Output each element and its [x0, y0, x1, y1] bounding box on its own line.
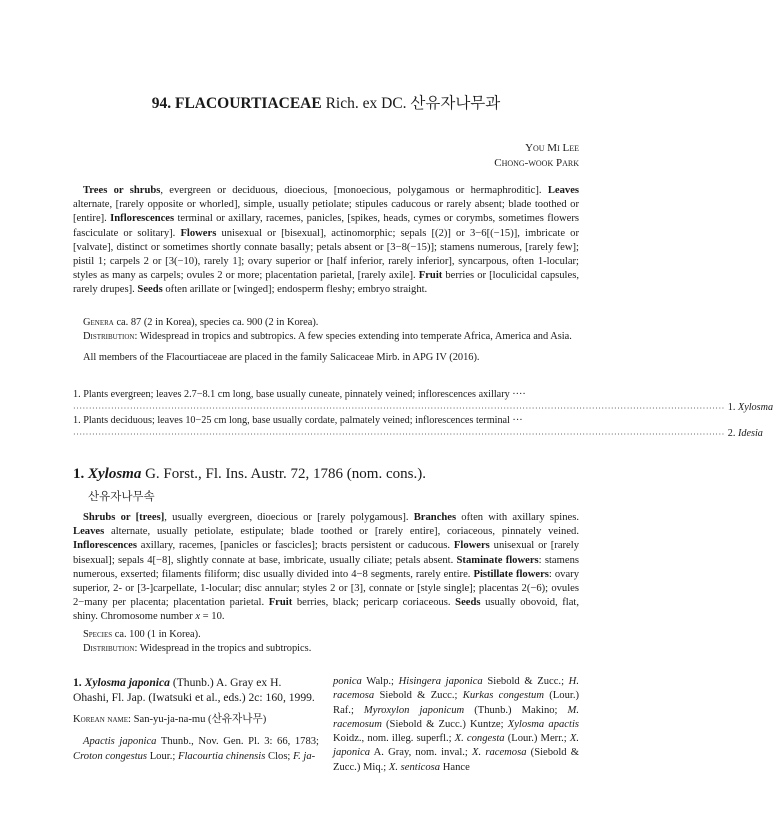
- family-title-korean: 산유자나무과: [410, 95, 501, 112]
- synonym-name: Kurkas congestum: [462, 690, 544, 702]
- desc-text: alternate, usually petiolate, estipulate; blade toothed or [rarely entire], coriaceous, pinnately veined.: [104, 526, 579, 538]
- desc-text: unisexual or [rarely bisexual]; sepals 4[−8], slightly connate at base, imbricate, usually ciliate; petals absent.: [73, 540, 579, 566]
- distribution-text: Widespread in the tropics and subtropics.: [137, 643, 312, 655]
- korean-name-text: San-yu-ja-na-mu (산유자나무): [130, 714, 267, 725]
- synonym-authority: (Siebold & Zucc.) Kuntze;: [381, 718, 508, 730]
- distribution-label: Distribution:: [83, 643, 138, 655]
- term-leaves: Leaves: [547, 185, 580, 196]
- term-leaves: Leaves: [73, 526, 105, 538]
- synonym-name: Croton congestus: [73, 750, 148, 762]
- key-result-genus: Xylosma: [737, 402, 773, 413]
- synonym-authority: (Lour.) Raf.;: [333, 690, 579, 716]
- synonym-name: X. senticosa: [388, 761, 441, 773]
- species-number: 1.: [73, 676, 85, 689]
- synonym-authority: (Siebold & Zucc.) Miq.;: [333, 747, 579, 773]
- genus-description: [73, 511, 579, 625]
- species-label: Species: [83, 629, 113, 640]
- synonym-authority: A. Gray, nom. inval.;: [370, 747, 473, 759]
- key-result-1: [73, 401, 773, 414]
- korean-name-line: [73, 713, 319, 727]
- family-title-author: Rich. ex DC.: [325, 95, 407, 112]
- desc-text: = 10.: [200, 611, 225, 623]
- desc-text: often arillate or [winged]; endosperm fleshy; embryo straight.: [162, 284, 428, 296]
- synonym-authority: Koidz., nom. illeg. superfl.;: [333, 733, 455, 745]
- synonym-name-part: ponica: [333, 676, 362, 687]
- synonym-name: Xylosma apactis: [507, 718, 580, 730]
- synonyms-start: [73, 735, 319, 764]
- term-inflorescences: Inflorescences: [110, 213, 175, 225]
- synonym-name: Flacourtia chinensis: [177, 750, 266, 762]
- desc-text: alternate, [rarely opposite or whorled], simple, usually petiolate; stipules caducous or rarely absent; blade toothed or [entire].: [73, 199, 579, 225]
- species-name: Xylosma japonica: [84, 676, 170, 689]
- desc-text: , usually evergreen, dioecious or [rarely polygamous].: [164, 512, 414, 523]
- distribution-label: Distribution:: [83, 331, 138, 343]
- genus-counts: [73, 628, 579, 656]
- desc-text: berries or [loculicidal capsules, rarely drupes].: [73, 270, 579, 296]
- synonym-name-part: F. ja-: [293, 750, 316, 762]
- term-flowers: Flowers: [180, 227, 217, 239]
- term-fruit: Fruit: [268, 597, 293, 609]
- term-branches: Branches: [413, 512, 457, 523]
- genera-label: Genera: [83, 317, 114, 328]
- term-seeds: Seeds: [455, 597, 481, 609]
- genus-key: [73, 388, 773, 440]
- term-staminate-flowers: Staminate flowers: [456, 554, 539, 566]
- genus-heading: [73, 466, 426, 483]
- genus-korean-name: 산유자나무속: [88, 491, 155, 503]
- family-description: [73, 184, 579, 298]
- synonym-name: M. racemosum: [333, 704, 579, 730]
- genus-name: Xylosma: [88, 466, 142, 482]
- dot-leader: ··············································································································································································································: [73, 430, 725, 439]
- synonym-authority: Walp.;: [361, 676, 399, 687]
- key-result-2: [73, 427, 763, 440]
- synonym-name: X. congesta: [454, 733, 505, 745]
- species-text: ca. 100 (1 in Korea).: [112, 629, 201, 640]
- desc-text: : stamens numerous, exserted; filaments filiform; disc usually divided into 4−8 segments, rarely entire.: [73, 554, 579, 580]
- key-result-number: 2.: [727, 428, 738, 439]
- term-flowers: Flowers: [453, 540, 490, 552]
- term-trees: Trees or shrubs: [83, 185, 161, 196]
- synonym-authority: Lour.;: [147, 750, 178, 762]
- key-lead-2: 1. Plants deciduous; leaves 10−25 cm long, base usually cordate, palmately veined; inflorescences terminal ···: [73, 415, 523, 426]
- distribution-text: Widespread in tropics and subtropics. A few species extending into temperate Africa, America and Asia.: [137, 331, 572, 343]
- synonym-name: X. racemosa: [472, 747, 527, 759]
- author-2: Chong-wook Park: [494, 157, 579, 169]
- desc-text: berries, black; pericarp coriaceous.: [292, 597, 456, 609]
- species-right-column: [333, 675, 579, 775]
- synonym-name: Apactis japonica: [83, 736, 157, 748]
- apg-note: All members of the Flacourtiaceae are placed in the family Salicaceae Mirb. in APG IV (2016).: [83, 352, 480, 364]
- species-left-column: [73, 675, 319, 764]
- family-counts: [73, 316, 579, 366]
- desc-text: terminal or axillary, racemes, panicles, [spikes, heads, cymes or corymbs, sometimes flowers fasciculate or solitary].: [73, 213, 579, 239]
- desc-text: , evergreen or deciduous, dioecious, [monoecious, polygamous or hermaphroditic].: [160, 185, 548, 196]
- chromosome-x: x: [195, 611, 201, 623]
- desc-text: axillary, racemes, [panicles or fascicles]; bracts persistent or caducous.: [136, 540, 454, 552]
- synonym-authority: Thunb., Nov. Gen. Pl. 3: 66, 1783;: [156, 736, 319, 748]
- synonym-name: Myroxylon japonicum: [363, 704, 465, 716]
- synonym-name: H. racemosa: [333, 676, 579, 702]
- desc-text: : ovary superior, 2- or [3-]carpellate, 1-locular; disc annular; styles 2 or [3], connate or [style single]; placentas 2(−6); ovules 2−many per placenta; placentation parietal.: [73, 568, 579, 609]
- synonym-name: Hisingera japonica: [398, 676, 483, 687]
- key-result-number: 1.: [727, 402, 738, 413]
- genus-number: 1.: [73, 466, 88, 482]
- authors: [494, 141, 579, 171]
- species-citation: (Thunb.) A. Gray ex H. Ohashi, Fl. Jap. (Iwatsuki et al., eds.) 2c: 160, 1999.: [73, 676, 315, 704]
- term-pistillate-flowers: Pistillate flowers: [473, 568, 549, 580]
- key-result-genus: Idesia: [737, 428, 763, 439]
- term-seeds: Seeds: [137, 284, 163, 296]
- synonym-authority: Siebold & Zucc.;: [374, 690, 463, 702]
- genus-citation: G. Forst., Fl. Ins. Austr. 72, 1786 (nom. cons.).: [141, 466, 426, 482]
- synonym-authority: Clos;: [265, 750, 294, 762]
- synonym-authority: (Thunb.) Makino;: [464, 704, 568, 716]
- synonym-authority: Hance: [440, 761, 470, 773]
- author-1: You Mi Lee: [525, 142, 579, 154]
- key-lead-1: 1. Plants evergreen; leaves 2.7−8.1 cm long, base usually cuneate, pinnately veined; inflorescences axillary ····: [73, 389, 526, 400]
- desc-text: often with axillary spines.: [456, 512, 580, 523]
- dot-leader: ··············································································································································································································: [73, 404, 725, 413]
- desc-text: usually obovoid, flat, shiny. Chromosome number: [73, 597, 579, 623]
- species-heading: [73, 675, 319, 705]
- korean-name-label: Korean name:: [73, 714, 131, 725]
- term-shrubs: Shrubs or [trees]: [83, 512, 165, 523]
- genera-text: ca. 87 (2 in Korea), species ca. 900 (2 in Korea).: [113, 317, 319, 328]
- synonym-authority: Siebold & Zucc.;: [482, 676, 569, 687]
- family-title: [0, 91, 652, 113]
- synonym-authority: (Lour.) Merr.;: [504, 733, 570, 745]
- synonyms-continued: [333, 675, 579, 775]
- synonym-name: X. japonica: [333, 733, 579, 759]
- term-inflorescences: Inflorescences: [73, 540, 137, 552]
- term-fruit: Fruit: [418, 270, 443, 282]
- desc-text: unisexual or [bisexual], actinomorphic; sepals [(2)] or 3−6[(−15)], imbricate or [valvate], distinct or sometimes shortly connate basally; petals absent or [3−8(−15)]; stamens numerous, [rarely few]; pistil 1; carpels 2 or [3(−10), rarely 1]; ovary superior or [half inferior, rarely inferior], syncarpous, often 1-locular; styles as many as carpels; ovules 2 or more; placentation parietal, [rarely axile].: [73, 227, 579, 282]
- family-title-bold: 94. FLACOURTIACEAE: [151, 95, 322, 112]
